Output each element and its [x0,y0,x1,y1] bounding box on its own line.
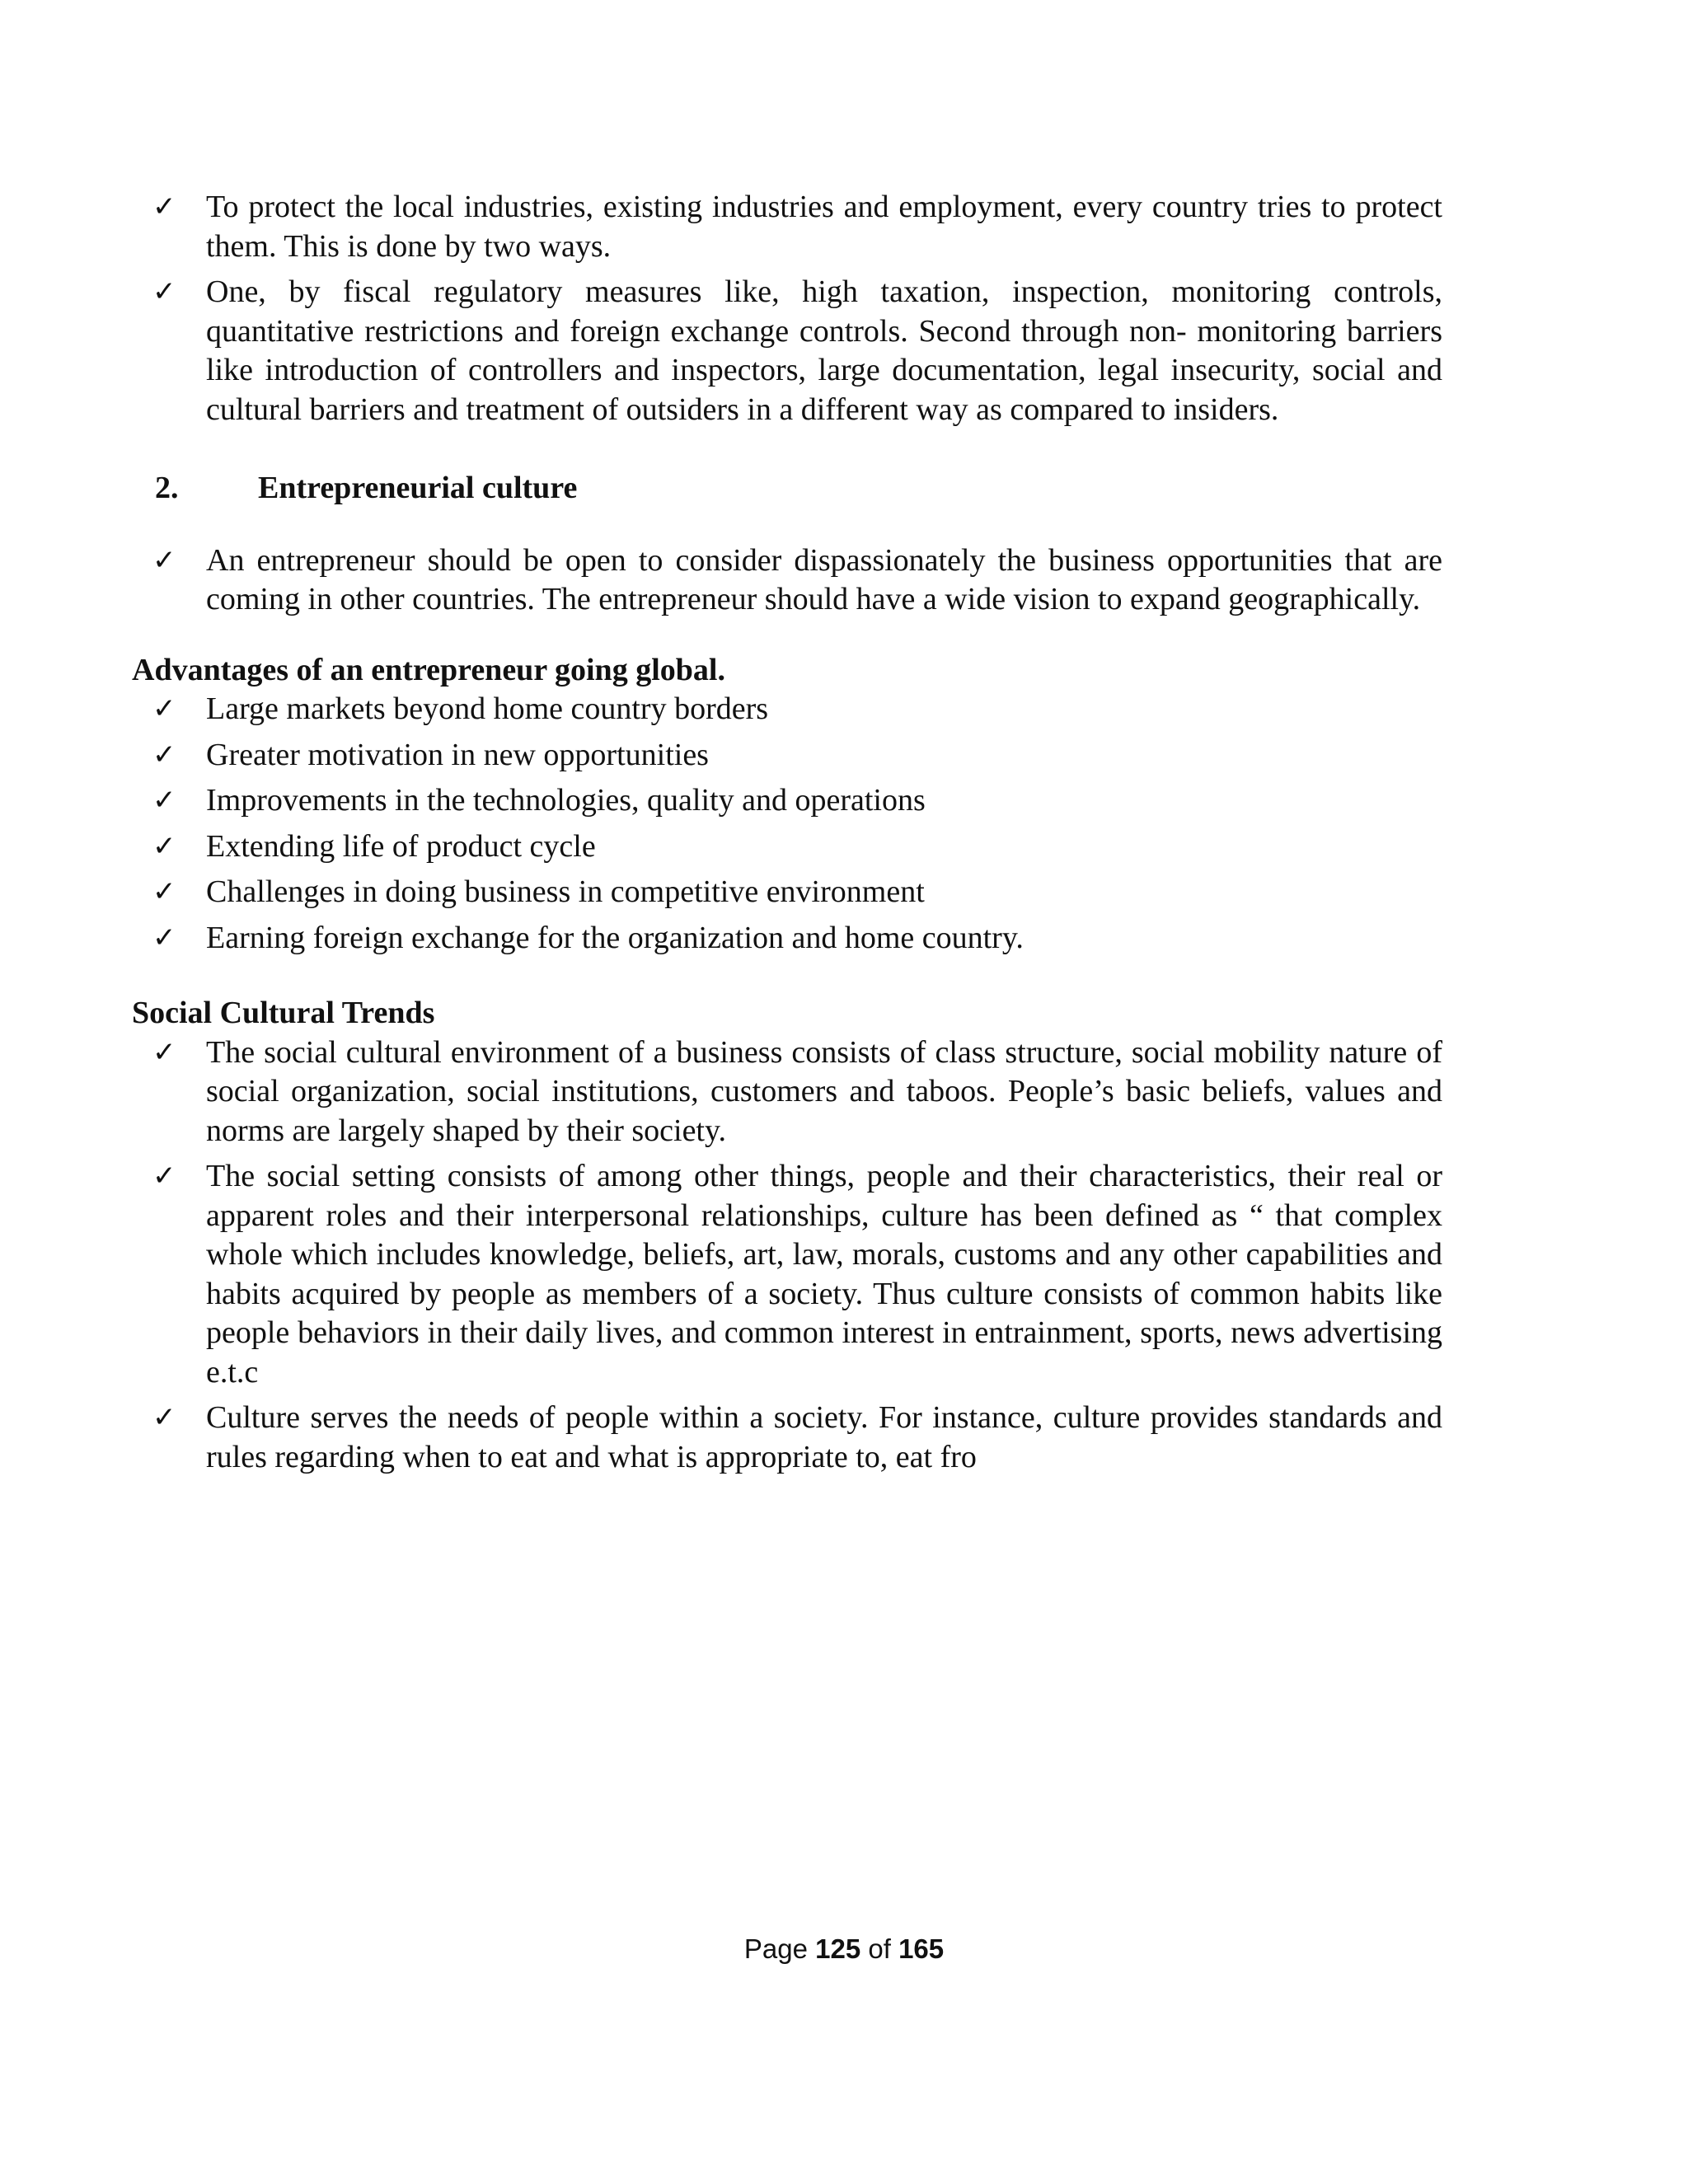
bullet-item [132,781,1442,821]
entrepreneurial-culture-bullet-list [132,541,1442,620]
checkmark-icon: ✓ [152,921,176,954]
bullet-text: Culture serves the needs of people within a society. For instance, culture provides standards and rules regarding when to eat and what is appropriate to, eat fro [206,1400,1442,1474]
intro-bullet-list [132,188,1442,429]
page-current-number: 125 [815,1933,861,1964]
bullet-item [132,827,1442,867]
bullet-item [132,541,1442,620]
bullet-text: To protect the local industries, existing industries and employment, every country tries to protect them. This is done by two ways. [206,190,1442,264]
checkmark-icon: ✓ [152,829,176,863]
section-heading-entrepreneurial-culture [155,469,1442,509]
bullet-item [132,919,1442,958]
section-number: 2. [155,471,179,505]
social-cultural-bullet-list [132,1033,1442,1478]
checkmark-icon: ✓ [152,1035,176,1069]
bullet-item [132,1033,1442,1151]
bullet-item [132,188,1442,266]
bullet-text: Challenges in doing business in competitive environment [206,874,925,909]
bullet-text: The social cultural environment of a business consists of class structure, social mobility nature of social organization, social institutions, customers and taboos. People’s basic beliefs, values and norms are largely shaped by their society. [206,1034,1442,1148]
page-body [132,188,1442,1483]
checkmark-icon: ✓ [152,784,176,817]
checkmark-icon: ✓ [152,692,176,725]
bullet-text: One, by fiscal regulatory measures like, high taxation, inspection, monitoring controls, quantitative restrictions and foreign exchange controls. Second through non- monitoring barriers like introduction of controllers and inspectors, large documentation, legal insecurity, social and cultural barriers and treatment of outsiders in a different way as compared to insiders. [206,274,1442,427]
bullet-item [132,873,1442,912]
checkmark-icon: ✓ [152,543,176,577]
checkmark-icon: ✓ [152,1401,176,1434]
page-footer [0,1933,1688,1966]
page-separator: of [868,1933,891,1964]
bullet-text: Earning foreign exchange for the organization and home country. [206,920,1024,955]
section-heading-social-cultural-trends: Social Cultural Trends [132,996,435,1030]
bullet-text: An entrepreneur should be open to consider dispassionately the business opportunities that are coming in other countries. The entrepreneur should have a wide vision to expand geographically. [206,542,1442,616]
bullet-item [132,736,1442,776]
page-total-number: 165 [898,1933,945,1964]
bullet-text: Extending life of product cycle [206,828,596,864]
checkmark-icon: ✓ [152,190,176,223]
bullet-text: Greater motivation in new opportunities [206,737,709,772]
bullet-item [132,1399,1442,1477]
section-title: Entrepreneurial culture [258,471,578,505]
bullet-text: Large markets beyond home country borders [206,691,769,726]
bullet-item [132,1157,1442,1392]
checkmark-icon: ✓ [152,275,176,308]
advantages-bullet-list [132,690,1442,958]
bullet-text: The social setting consists of among other things, people and their characteristics, their real or apparent roles and their interpersonal relationships, culture has been defined as “ that complex whole which includes knowledge, beliefs, art, law, morals, customs and any other capabilities and habits acquired by people as members of a society. Thus culture consists of common habits like people behaviors in their daily lives, and common interest in entrainment, sports, news advertising e.t.c [206,1159,1442,1390]
bullet-item [132,273,1442,429]
page-label: Page [743,1933,808,1964]
checkmark-icon: ✓ [152,875,176,908]
bullet-text: Improvements in the technologies, quality and operations [206,783,926,818]
section-heading-advantages: Advantages of an entrepreneur going global. [132,652,725,687]
bullet-item [132,690,1442,729]
checkmark-icon: ✓ [152,1160,176,1193]
checkmark-icon: ✓ [152,738,176,771]
